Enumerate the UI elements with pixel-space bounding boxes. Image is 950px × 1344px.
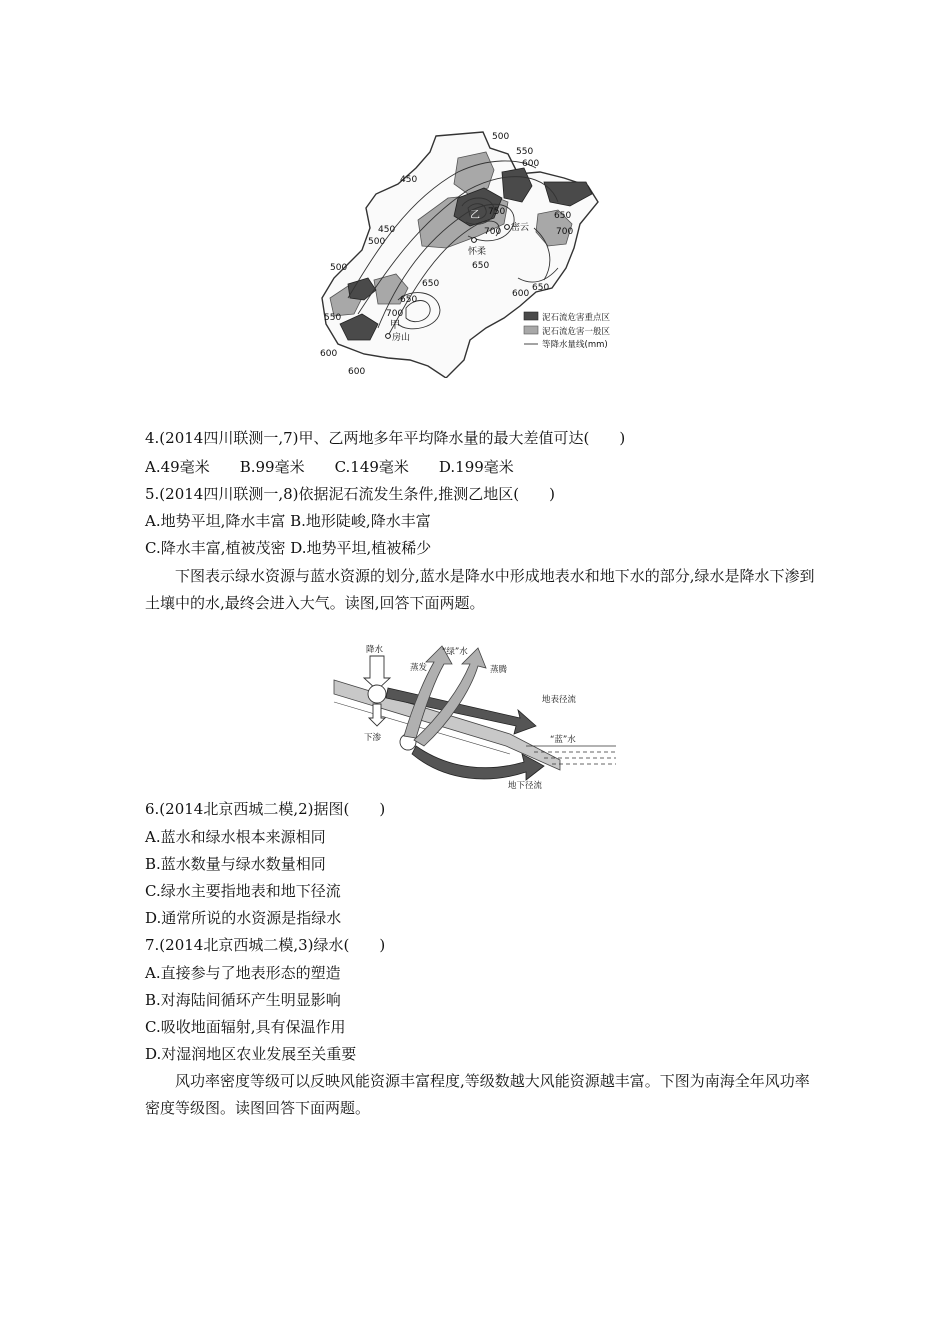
intro-water-paragraph: 下图表示绿水资源与蓝水资源的划分,蓝水是降水中形成地表水和地下水的部分,绿水是降水下渗到土壤中的水,最终会进入大气。读图,回答下面两题。 (145, 567, 815, 612)
contour-label: 600 (320, 349, 338, 359)
contour-label: 450 (378, 225, 396, 235)
general-zone-1 (454, 152, 494, 194)
intro-wind-paragraph: 风功率密度等级可以反映风能资源丰富程度,等级数越大风能资源越丰富。下图为南海全年风功率密度等级图。读图回答下面两题。 (145, 1072, 810, 1117)
q6-option-a: A.蓝水和绿水根本来源相同 (145, 828, 326, 846)
miyun-dot (505, 225, 510, 230)
contour-label: 650 (532, 283, 550, 293)
place-huairou: 怀柔 (468, 247, 487, 257)
label-transpiration: 蒸腾 (490, 665, 508, 675)
label-surface-runoff: 地表径流 (542, 695, 577, 705)
contour-label: 550 (324, 313, 342, 323)
contour-label: 500 (368, 237, 386, 247)
q5-stem: 5.(2014四川联测一,8)依据泥石流发生条件,推测乙地区( ) (145, 485, 555, 503)
q7-stem: 7.(2014北京西城二模,3)绿水( ) (145, 936, 386, 954)
q5-options-ab: A.地势平坦,降水丰富 B.地形陡峻,降水丰富 (145, 512, 431, 530)
contour-label: 650 (472, 261, 490, 271)
contour-label: 750 (488, 207, 506, 217)
q7-option-d: D.对湿润地区农业发展至关重要 (145, 1045, 357, 1063)
q4-stem: 4.(2014四川联测一,7)甲、乙两地多年平均降水量的最大差值可达( ) (145, 429, 626, 447)
contour-label: 500 (492, 132, 510, 142)
place-yi: 乙 (470, 210, 480, 221)
q6-option-c: C.绿水主要指地表和地下径流 (145, 882, 341, 900)
contour-label: 600 (522, 159, 540, 169)
contour-label: 600 (348, 367, 366, 377)
label-blue-water: “蓝”水 (550, 735, 576, 745)
label-groundwater-runoff: 地下径流 (508, 781, 543, 791)
legend-general-zone: 泥石流危害一般区 (542, 327, 611, 337)
q6-option-b: B.蓝水数量与绿水数量相同 (145, 855, 326, 873)
label-precipitation: 降水 (366, 645, 384, 655)
contour-label: 550 (516, 147, 534, 157)
precipitation-node (368, 685, 386, 703)
place-jia: 甲 (390, 320, 400, 331)
q7-option-a: A.直接参与了地表形态的塑造 (145, 964, 341, 982)
map-legend (524, 312, 611, 350)
q7-option-c: C.吸收地面辐射,具有保温作用 (145, 1018, 346, 1036)
contour-label: 650 (554, 211, 572, 221)
contour-label: 650 (400, 295, 418, 305)
label-evaporation: 蒸发 (410, 663, 428, 673)
huairou-dot (472, 238, 477, 243)
contour-label: 650 (422, 279, 440, 289)
place-miyun: 密云 (511, 223, 530, 233)
q7-option-b: B.对海陆间循环产生明显影响 (145, 991, 341, 1009)
fangshan-dot (386, 334, 391, 339)
contour-label: 450 (400, 175, 418, 185)
q4-options: A.49毫米 B.99毫米 C.149毫米 D.199毫米 (145, 458, 514, 476)
q5-options-cd: C.降水丰富,植被茂密 D.地势平坦,植被稀少 (145, 539, 432, 557)
q6-stem: 6.(2014北京西城二模,2)据图( ) (145, 800, 386, 818)
label-green-water: “绿”水 (442, 647, 468, 657)
contour-label: 700 (556, 227, 574, 237)
legend-key-zone: 泥石流危害重点区 (542, 313, 611, 323)
precipitation-debris-flow-map (318, 128, 648, 378)
contour-label: 700 (484, 227, 502, 237)
label-infiltration: 下渗 (364, 733, 382, 743)
contour-label: 600 (512, 289, 530, 299)
contour-label: 700 (386, 309, 404, 319)
place-fangshan: 房山 (392, 333, 411, 343)
legend-isohyet: 等降水量线(mm) (542, 340, 608, 350)
green-blue-water-diagram (330, 642, 620, 792)
q6-option-d: D.通常所说的水资源是指绿水 (145, 909, 342, 927)
contour-label: 500 (330, 263, 348, 273)
